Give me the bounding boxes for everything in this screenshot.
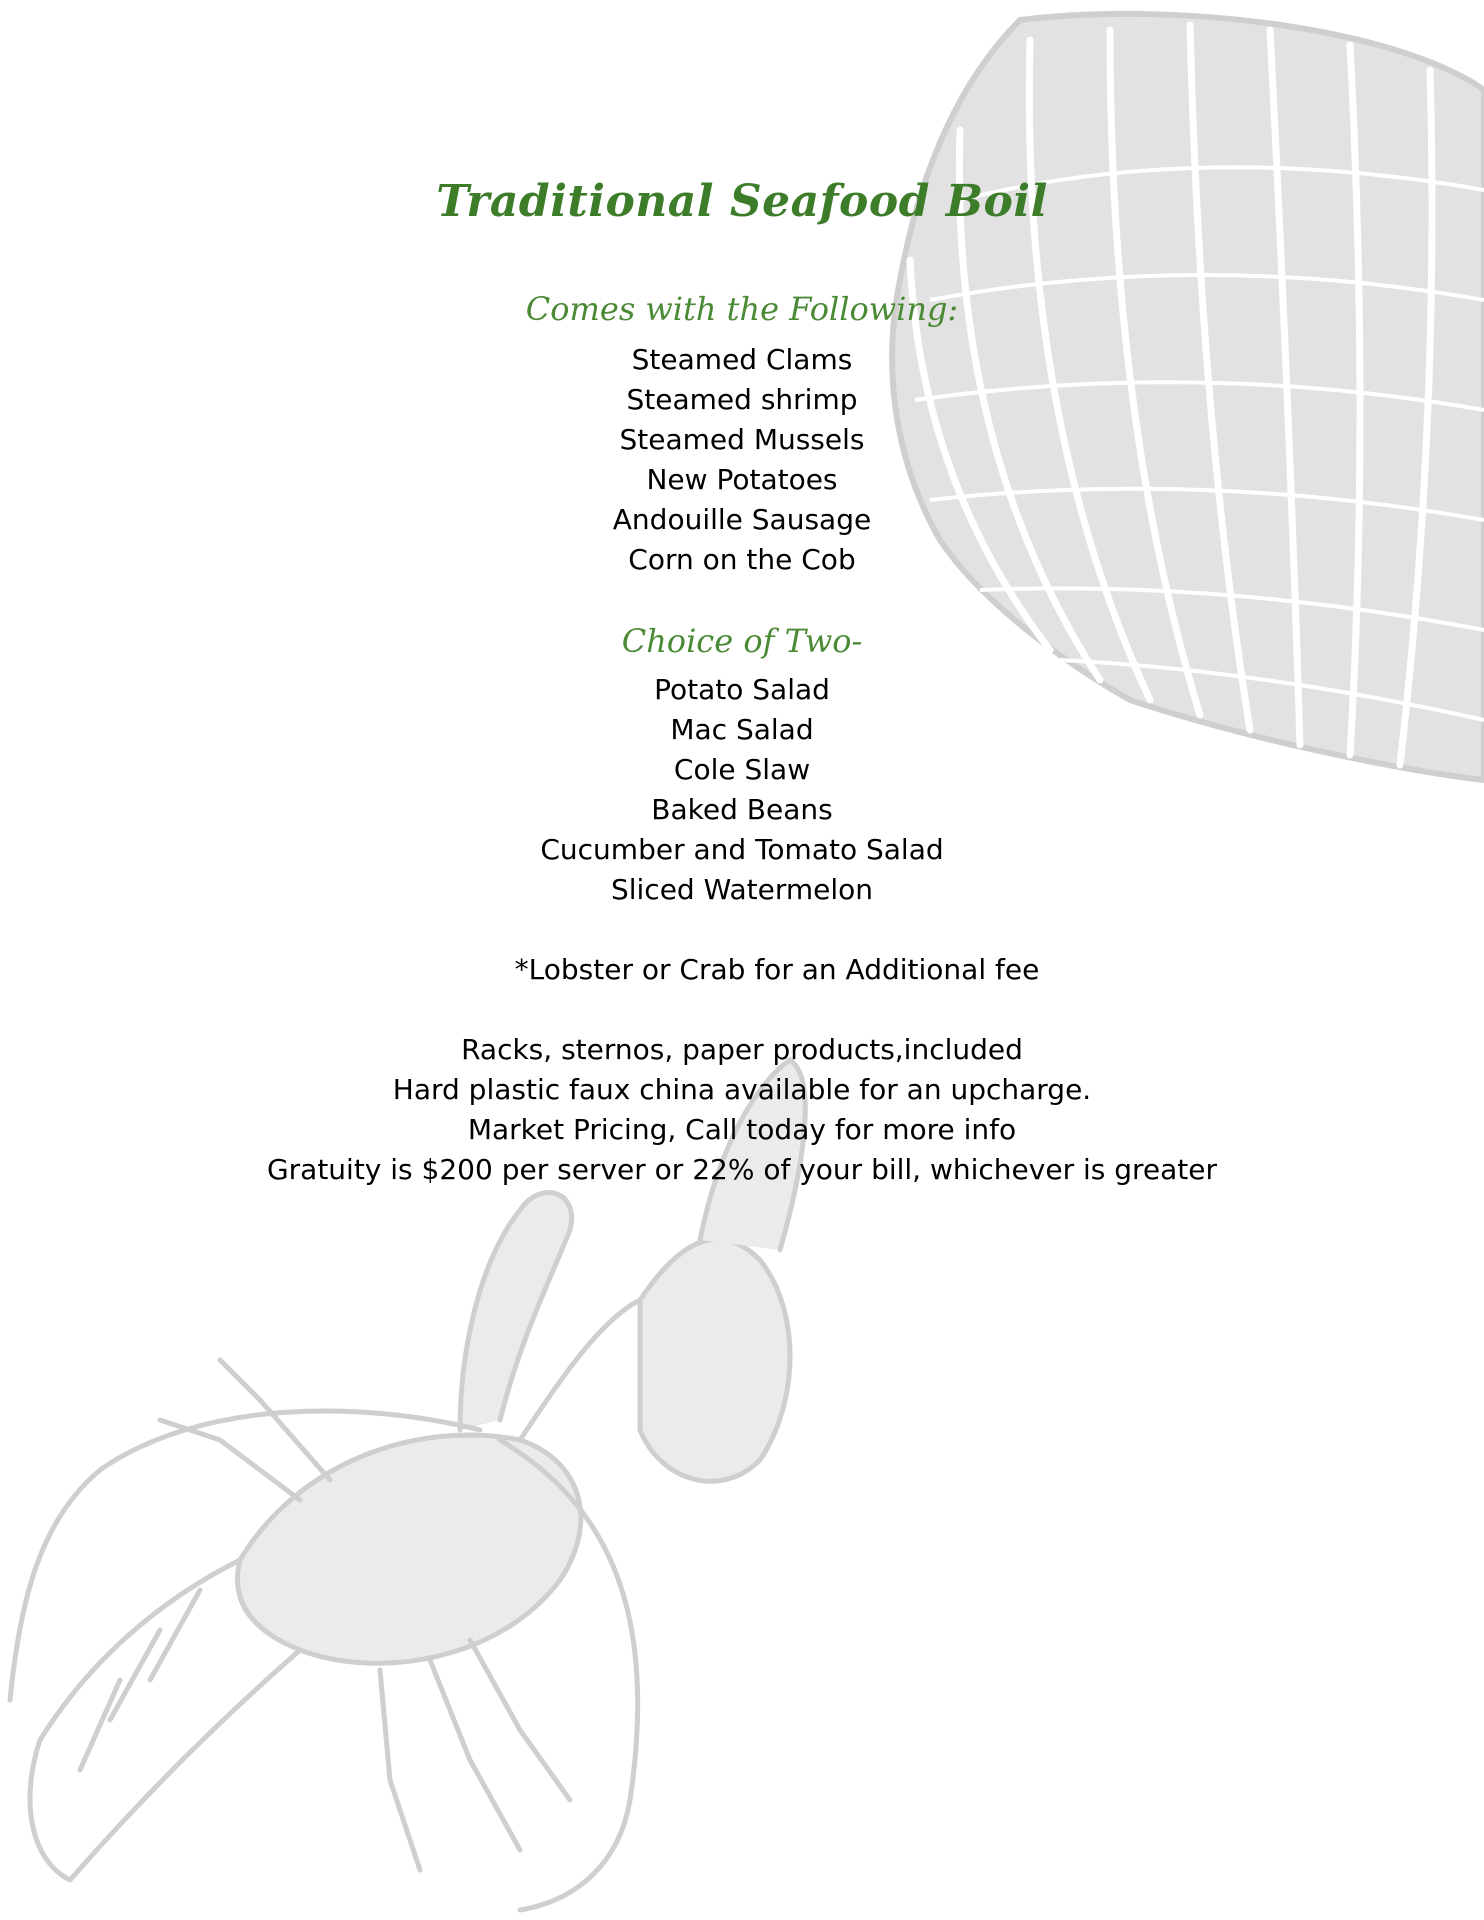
list-item: Baked Beans <box>651 793 833 826</box>
list-item: New Potatoes <box>646 463 838 496</box>
list-item: Cole Slaw <box>673 753 811 786</box>
list-item: Potato Salad <box>654 673 830 706</box>
list-item: Steamed shrimp <box>626 383 858 416</box>
list-item: Steamed Clams <box>631 343 853 376</box>
list-item: Cucumber and Tomato Salad <box>540 833 944 866</box>
note-line: Gratuity is $200 per server or 22% of your bill, whichever is greater <box>266 1153 1218 1186</box>
list-item: Andouille Sausage <box>612 503 872 536</box>
choice-items-list <box>0 670 1484 910</box>
list-item: Sliced Watermelon <box>610 873 874 906</box>
note-line: Market Pricing, Call today for more info <box>467 1113 1017 1146</box>
choice-heading: Choice of Two- <box>621 622 863 660</box>
included-heading: Comes with the Following: <box>525 290 959 328</box>
list-item: Steamed Mussels <box>619 423 865 456</box>
menu-title: Traditional Seafood Boil <box>436 176 1048 227</box>
note-line: Hard plastic faux china available for an upcharge. <box>392 1073 1092 1106</box>
note-line: Racks, sternos, paper products,included <box>461 1033 1023 1066</box>
included-items-list <box>0 340 1484 580</box>
addon-note: *Lobster or Crab for an Additional fee <box>514 953 1040 986</box>
list-item: Corn on the Cob <box>628 543 856 576</box>
list-item: Mac Salad <box>670 713 814 746</box>
